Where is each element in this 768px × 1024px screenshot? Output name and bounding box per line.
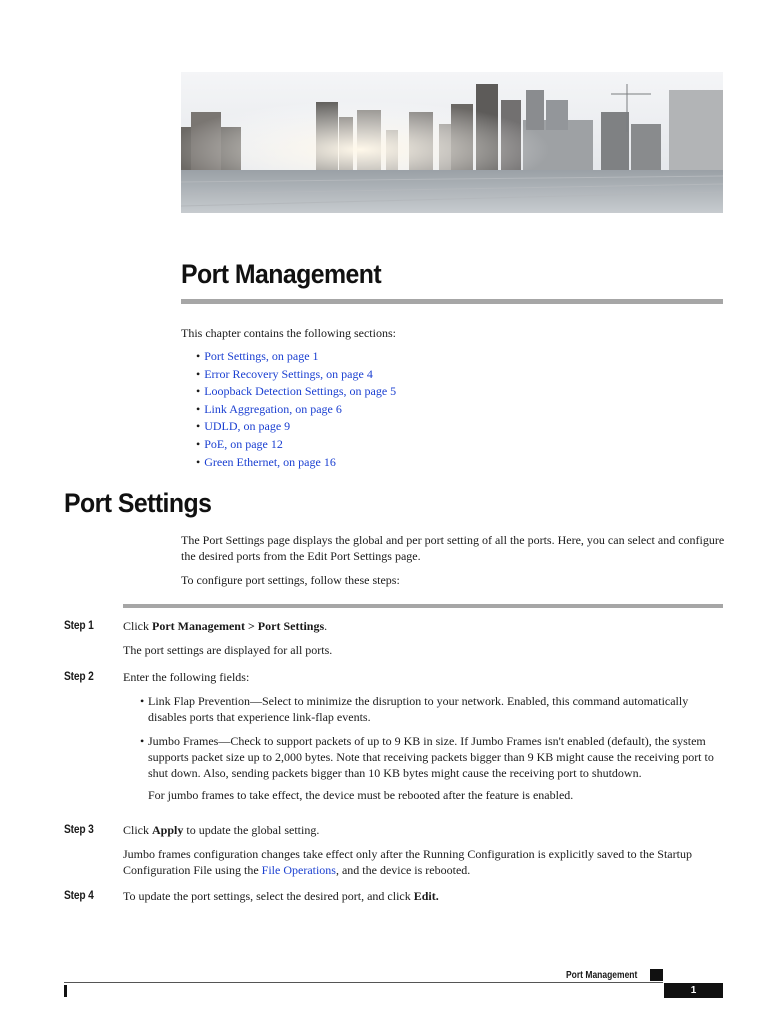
toc-item [196, 454, 396, 472]
chapter-title-rule [181, 299, 723, 304]
section-title: Port Settings [64, 488, 212, 518]
step-1-menu-path: Port Management > Port Settings [152, 619, 325, 633]
step-4-text [123, 888, 725, 904]
step-4-prefix: To update the port settings, select the desired port, and click [123, 889, 414, 903]
procedure-rule [123, 604, 723, 608]
bullet: • [140, 694, 145, 708]
step-3-apply: Apply [152, 823, 184, 837]
field-description: Link Flap Prevention—Select to minimize the disruption to your network. Enabled, this command automatically disables ports that experience link-flap events. [148, 694, 689, 724]
step-3-label: Step 3 [64, 822, 94, 836]
field-jumbo-frames [140, 733, 728, 781]
toc-item [196, 348, 396, 366]
toc-link-error-recovery[interactable]: Error Recovery Settings, on page 4 [204, 366, 373, 381]
step-1-note: The port settings are displayed for all ports. [123, 643, 333, 657]
bullet: • [196, 401, 201, 416]
toc-item [196, 418, 396, 436]
field-link-flap-prevention [140, 693, 728, 725]
chapter-intro: This chapter contains the following sections: [181, 326, 396, 340]
chapter-banner-image [181, 72, 723, 213]
footer-chapter-name: Port Management [566, 970, 638, 981]
section-description: The Port Settings page displays the global and per port setting of all the ports. Here, you can select and configure the desired ports from the Edit Port Settings page. [181, 533, 725, 563]
toc-link-loopback-detection[interactable]: Loopback Detection Settings, on page 5 [204, 384, 397, 399]
section-steps-intro: To configure port settings, follow these steps: [181, 573, 400, 587]
step-3-prefix: Click [123, 823, 152, 837]
bullet: • [196, 419, 201, 434]
step-3-note [123, 846, 725, 878]
footer-left-mark [64, 985, 67, 997]
page-number: 1 [664, 983, 723, 998]
step-3-note-prefix: Jumbo frames configuration changes take effect only after the Running Configuration is explicitly saved to the Startup Configuration File using the [123, 847, 692, 877]
bullet: • [196, 366, 201, 381]
step-1-label: Step 1 [64, 618, 94, 632]
bullet: • [196, 436, 201, 451]
step-3-suffix: to update the global setting. [183, 823, 320, 837]
bullet: • [196, 384, 201, 399]
bullet: • [196, 454, 201, 469]
toc-link-green-ethernet[interactable]: Green Ethernet, on page 16 [204, 454, 336, 469]
toc-link-port-settings[interactable]: Port Settings, on page 1 [204, 349, 319, 363]
toc-link-poe[interactable]: PoE, on page 12 [204, 436, 283, 451]
step-1-text [123, 618, 725, 634]
step-3-note-suffix: , and the device is rebooted. [335, 863, 471, 877]
toc-link-link-aggregation[interactable]: Link Aggregation, on page 6 [204, 401, 342, 416]
bullet: • [140, 734, 145, 748]
step-1-prefix: Click [123, 619, 152, 633]
step-2-text: Enter the following fields: [123, 670, 250, 684]
step-4-edit: Edit. [413, 889, 439, 903]
step-2-label: Step 2 [64, 669, 94, 683]
footer-marker [650, 969, 663, 981]
toc-item [196, 436, 396, 454]
file-operations-link[interactable]: File Operations [261, 863, 336, 877]
toc-link-udld[interactable]: UDLD, on page 9 [204, 419, 291, 434]
toc-item [196, 366, 396, 384]
chapter-title: Port Management [181, 259, 382, 289]
field-description: Jumbo Frames—Check to support packets of up to 9 KB in size. If Jumbo Frames isn't enabled (default), the system supports packet size up to 2,000 bytes. Note that receiving packets bigger than 9 KB might cause the receiving port to shut down. Also, sending packets bigger than 10 KB bytes might cause the receiving port to shutdown. [148, 734, 714, 780]
bullet: • [196, 349, 201, 363]
jumbo-frames-note: For jumbo frames to take effect, the device must be rebooted after the feature is enabled. [148, 788, 574, 802]
toc-item [196, 383, 396, 401]
footer-divider [64, 982, 663, 983]
toc-item [196, 401, 396, 419]
step-1-suffix: . [324, 619, 328, 633]
chapter-toc [196, 348, 396, 471]
step-3-text [123, 822, 725, 838]
step-4-label: Step 4 [64, 888, 94, 902]
